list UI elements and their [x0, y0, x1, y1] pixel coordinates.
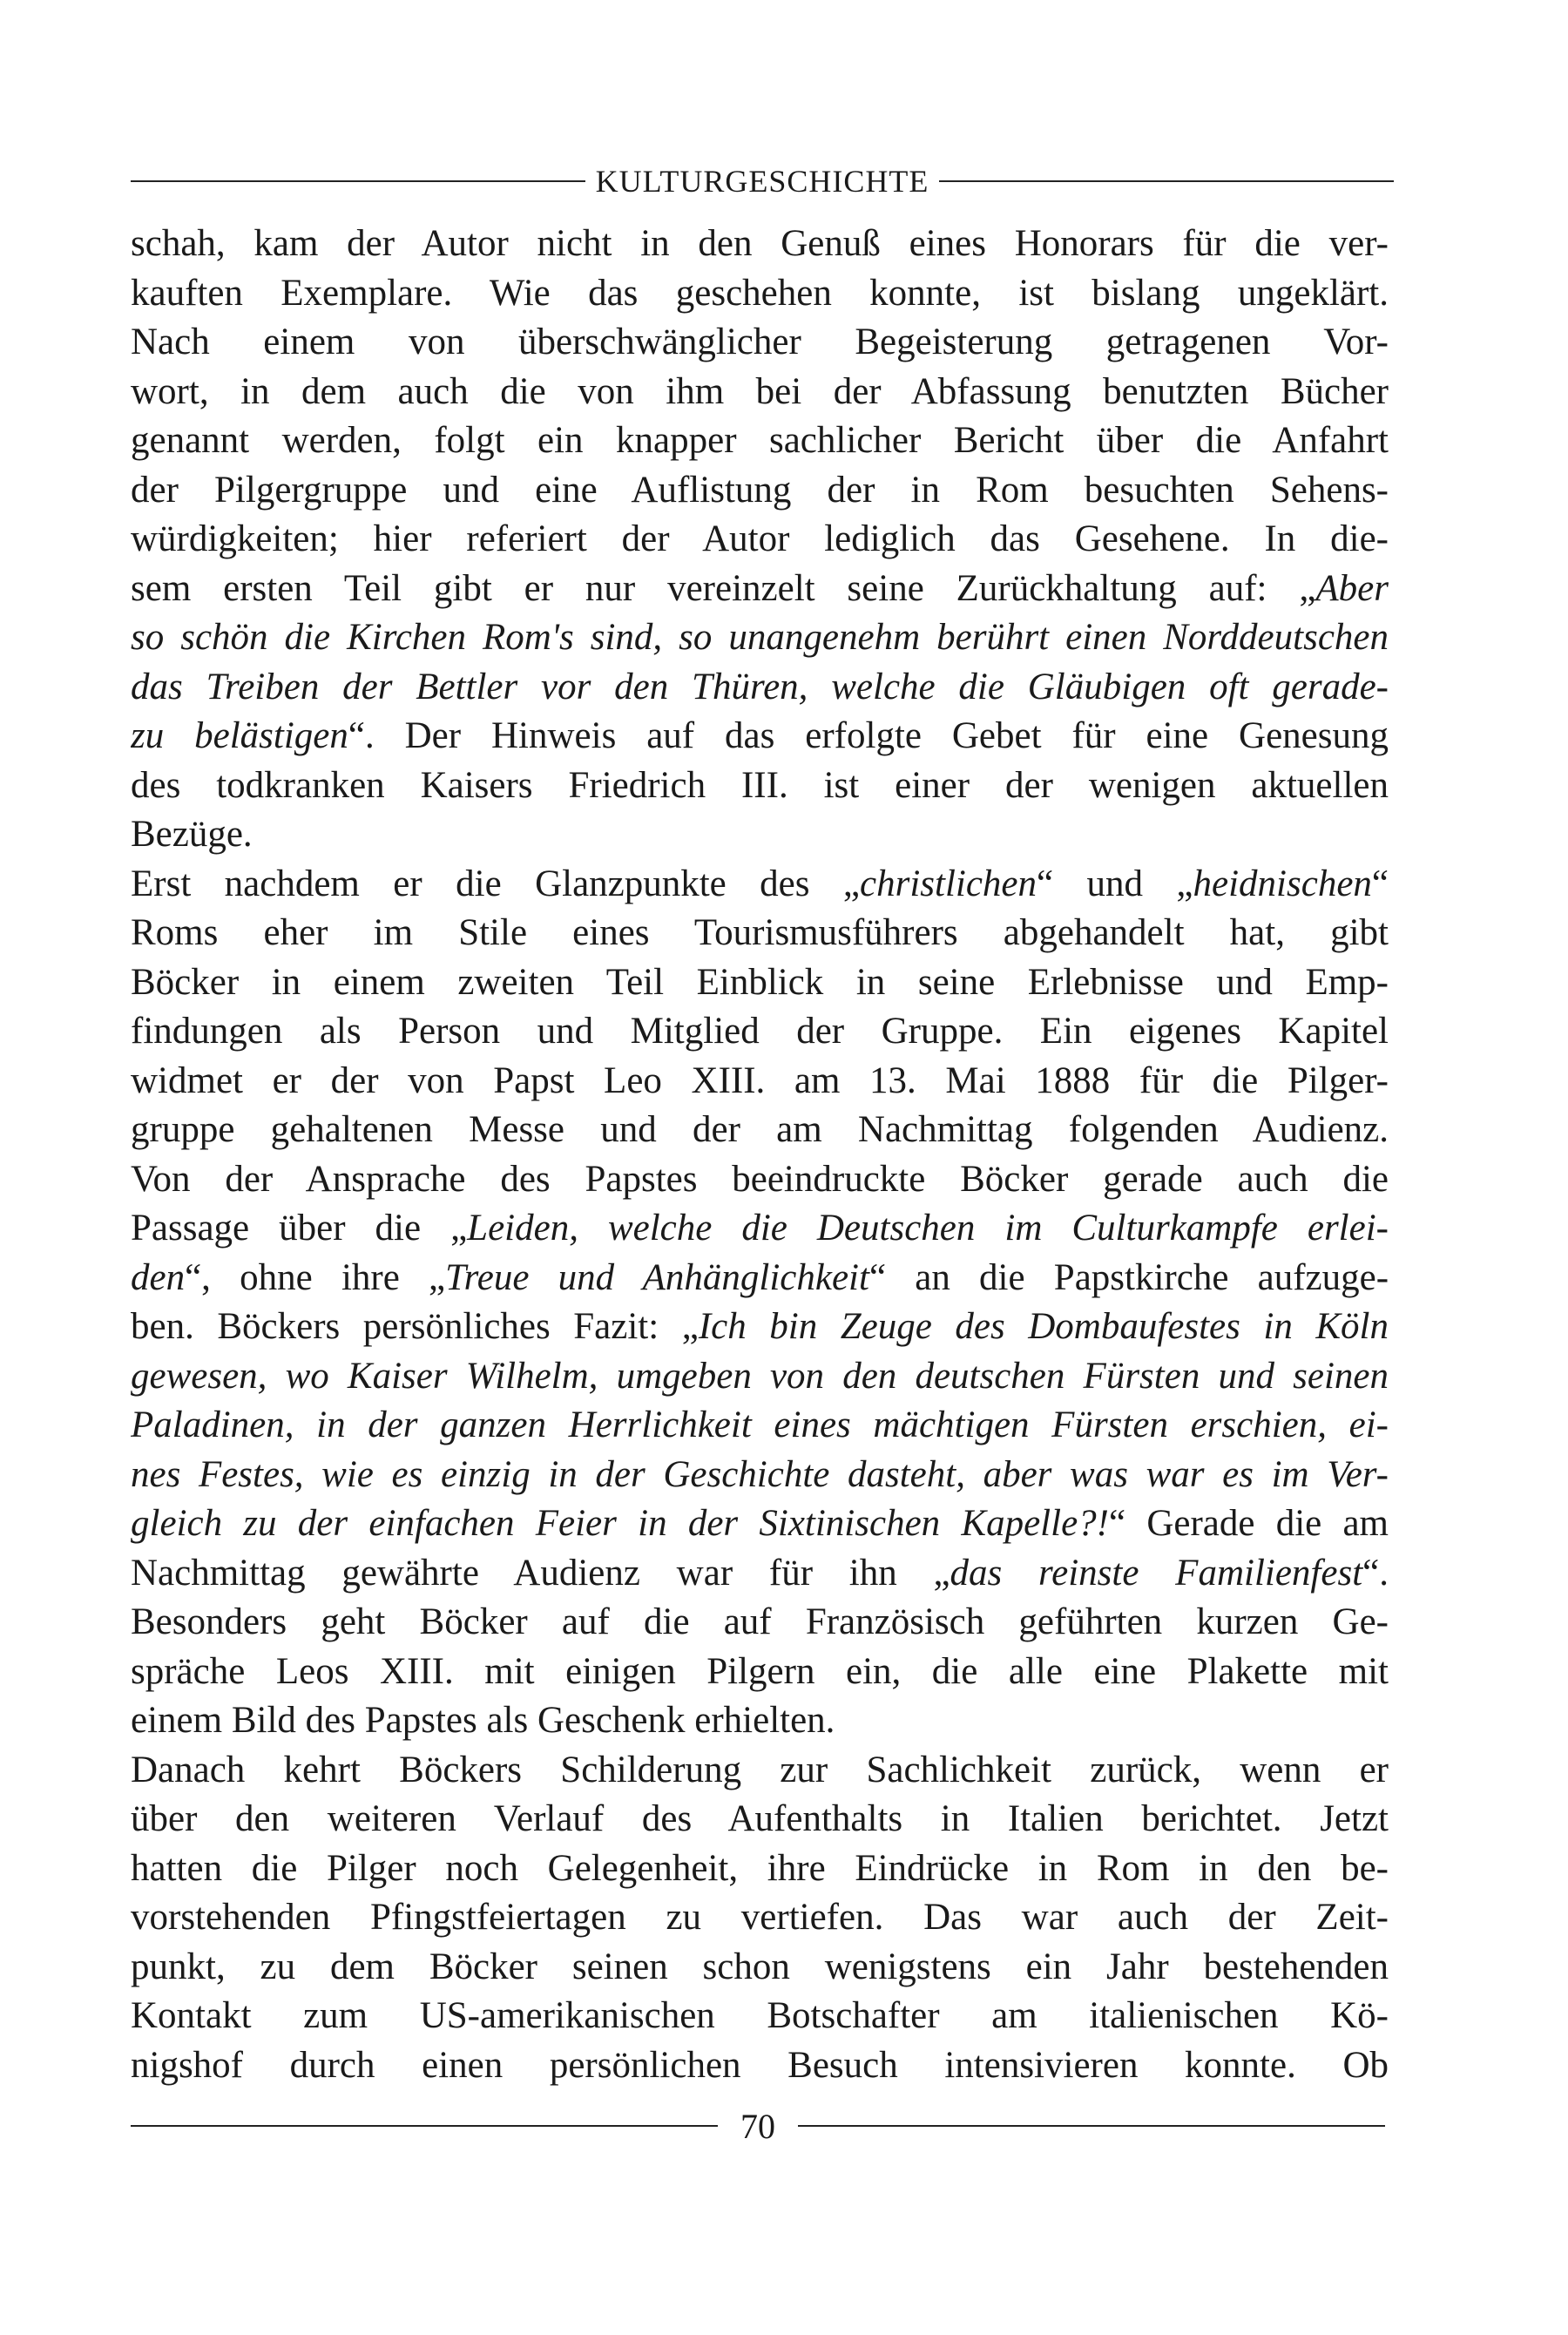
- text-run: Bezüge.: [131, 814, 253, 855]
- text-line: [131, 860, 1389, 910]
- body-text: [131, 220, 1389, 2090]
- italic-quote: so schön die Kirchen Rom's sind, so unangenehm berührt einen Norddeutschen: [131, 617, 1389, 658]
- text-line: [131, 1499, 1389, 1549]
- italic-quote: heidnischen: [1193, 863, 1372, 904]
- text-run: “. Der Hinweis auf das erfolgte Gebet für eine Genesung: [348, 715, 1389, 756]
- text-run: widmet er der von Papst Leo XIII. am 13. Mai 1888 für die Pilger-: [131, 1059, 1389, 1101]
- text-line: [131, 761, 1389, 811]
- text-line: [131, 1795, 1389, 1844]
- text-line: [131, 416, 1389, 466]
- text-run: “.: [1362, 1552, 1389, 1594]
- footer-rule-left: [131, 2125, 718, 2127]
- text-line: [131, 318, 1389, 368]
- text-run: genannt werden, folgt ein knapper sachlicher Bericht über die Anfahrt: [131, 420, 1389, 461]
- text-run: Passage über die „: [131, 1208, 468, 1249]
- italic-quote: gewesen, wo Kaiser Wilhelm, umgeben von den deutschen Fürsten und seinen: [131, 1355, 1389, 1397]
- text-line: [131, 1696, 1389, 1746]
- text-run: Nachmittag gewährte Audienz war für ihn „: [131, 1552, 950, 1594]
- text-run: Nach einem von überschwänglicher Begeisterung getragenen Vor-: [131, 321, 1389, 362]
- text-run: “: [1371, 863, 1389, 904]
- text-run: ben. Böckers persönliches Fazit: „: [131, 1306, 699, 1347]
- text-run: des todkranken Kaisers Friedrich III. ist einer der wenigen aktuellen: [131, 764, 1389, 806]
- text-line: [131, 220, 1389, 269]
- text-line: [131, 1992, 1389, 2041]
- italic-quote: christlichen: [860, 863, 1037, 904]
- footer-rule-right: [798, 2125, 1385, 2127]
- text-run: “ an die Papstkirche aufzuge-: [868, 1256, 1389, 1298]
- text-run: Kontakt zum US-amerikanischen Botschafter am italienischen Kö-: [131, 1995, 1389, 2036]
- italic-quote: nes Festes, wie es einzig in der Geschichte dasteht, aber was war es im Ver-: [131, 1453, 1389, 1495]
- text-run: findungen als Person und Mitglied der Gruppe. Ein eigenes Kapitel: [131, 1011, 1389, 1052]
- page-number: 70: [740, 2106, 775, 2146]
- text-run: über den weiteren Verlauf des Aufenthalts in Italien berichtet. Jetzt: [131, 1798, 1389, 1839]
- header-rule-left: [131, 180, 585, 182]
- text-run: einem Bild des Papstes als Geschenk erhielten.: [131, 1700, 835, 1741]
- running-header: [131, 157, 1394, 206]
- text-line: [131, 466, 1389, 516]
- text-run: “, ohne ihre „: [185, 1256, 446, 1298]
- text-run: spräche Leos XIII. mit einigen Pilgern ein, die alle eine Plakette mit: [131, 1650, 1389, 1692]
- italic-quote: Treue und Anhänglichkeit: [445, 1256, 869, 1298]
- text-line: [131, 663, 1389, 713]
- text-run: kauften Exemplare. Wie das geschehen konnte, ist bislang ungeklärt.: [131, 272, 1389, 314]
- italic-quote: das Treiben der Bettler vor den Thüren, welche die Gläubigen oft gerade-: [131, 666, 1389, 707]
- italic-quote: Paladinen, in der ganzen Herrlichkeit eines mächtigen Fürsten erschien, ei-: [131, 1404, 1389, 1445]
- text-run: wort, in dem auch die von ihm bei der Abfassung benutzten Bücher: [131, 370, 1389, 412]
- italic-quote: gleich zu der einfachen Feier in der Sixtinischen Kapelle?!: [131, 1503, 1109, 1544]
- text-line: [131, 368, 1389, 417]
- text-line: [131, 1451, 1389, 1500]
- text-run: “ Gerade die am: [1108, 1503, 1389, 1544]
- text-line: [131, 1204, 1389, 1254]
- italic-quote: den: [131, 1256, 186, 1298]
- text-line: [131, 613, 1389, 663]
- text-line: [131, 1598, 1389, 1648]
- italic-quote: Leiden, welche die Deutschen im Culturkampfe erlei-: [467, 1208, 1389, 1249]
- text-run: punkt, zu dem Böcker seinen schon wenigstens ein Jahr bestehenden: [131, 1946, 1389, 1987]
- italic-quote: das reinste Familienfest: [950, 1552, 1363, 1594]
- text-run: Böcker in einem zweiten Teil Einblick in seine Erlebnisse und Emp-: [131, 961, 1389, 1003]
- text-line: [131, 515, 1389, 565]
- text-run: der Pilgergruppe und eine Auflistung der in Rom besuchten Sehens-: [131, 469, 1389, 511]
- text-run: Besonders geht Böcker auf die auf Französisch geführten kurzen Ge-: [131, 1601, 1389, 1642]
- text-run: vorstehenden Pfingstfeiertagen zu vertiefen. Das war auch der Zeit-: [131, 1897, 1389, 1938]
- text-line: [131, 1254, 1389, 1303]
- text-line: [131, 269, 1389, 319]
- header-title: KULTURGESCHICHTE: [595, 164, 929, 199]
- text-run: Erst nachdem er die Glanzpunkte des „: [131, 863, 860, 904]
- text-run: schah, kam der Autor nicht in den Genuß eines Honorars für die ver-: [131, 223, 1389, 264]
- text-run: würdigkeiten; hier referiert der Autor lediglich das Gesehene. In die-: [131, 518, 1389, 559]
- italic-quote: Ich bin Zeuge des Dombaufestes in Köln: [698, 1306, 1389, 1347]
- text-run: Von der Ansprache des Papstes beeindruckte Böcker gerade auch die: [131, 1158, 1389, 1200]
- header-rule-right: [939, 180, 1394, 182]
- text-line: [131, 712, 1389, 761]
- text-line: [131, 1057, 1389, 1107]
- text-run: “ und „: [1037, 863, 1193, 904]
- text-line: [131, 1007, 1389, 1057]
- text-line: [131, 1943, 1389, 1993]
- text-line: [131, 1352, 1389, 1402]
- text-run: Danach kehrt Böckers Schilderung zur Sachlichkeit zurück, wenn er: [131, 1749, 1389, 1790]
- text-run: hatten die Pilger noch Gelegenheit, ihre Eindrücke in Rom in den be-: [131, 1847, 1389, 1889]
- text-line: [131, 1303, 1389, 1352]
- text-line: [131, 909, 1389, 958]
- text-line: [131, 1746, 1389, 1796]
- text-line: [131, 1893, 1389, 1943]
- text-line: [131, 810, 1389, 860]
- text-line: [131, 1549, 1389, 1599]
- text-run: gruppe gehaltenen Messe und der am Nachmittag folgenden Audienz.: [131, 1109, 1389, 1150]
- text-line: [131, 565, 1389, 614]
- text-run: Roms eher im Stile eines Tourismusführers abgehandelt hat, gibt: [131, 912, 1389, 953]
- text-run: nigshof durch einen persönlichen Besuch intensivieren konnte. Ob: [131, 2044, 1389, 2086]
- text-line: [131, 1648, 1389, 1697]
- text-line: [131, 1844, 1389, 1894]
- page-footer: [131, 2100, 1385, 2152]
- italic-quote: Aber: [1315, 567, 1389, 609]
- text-line: [131, 958, 1389, 1008]
- text-line: [131, 1401, 1389, 1451]
- text-run: sem ersten Teil gibt er nur vereinzelt seine Zurückhaltung auf: „: [131, 567, 1316, 609]
- text-line: [131, 1106, 1389, 1155]
- italic-quote: zu belästigen: [131, 715, 348, 756]
- text-line: [131, 2041, 1389, 2091]
- text-line: [131, 1155, 1389, 1205]
